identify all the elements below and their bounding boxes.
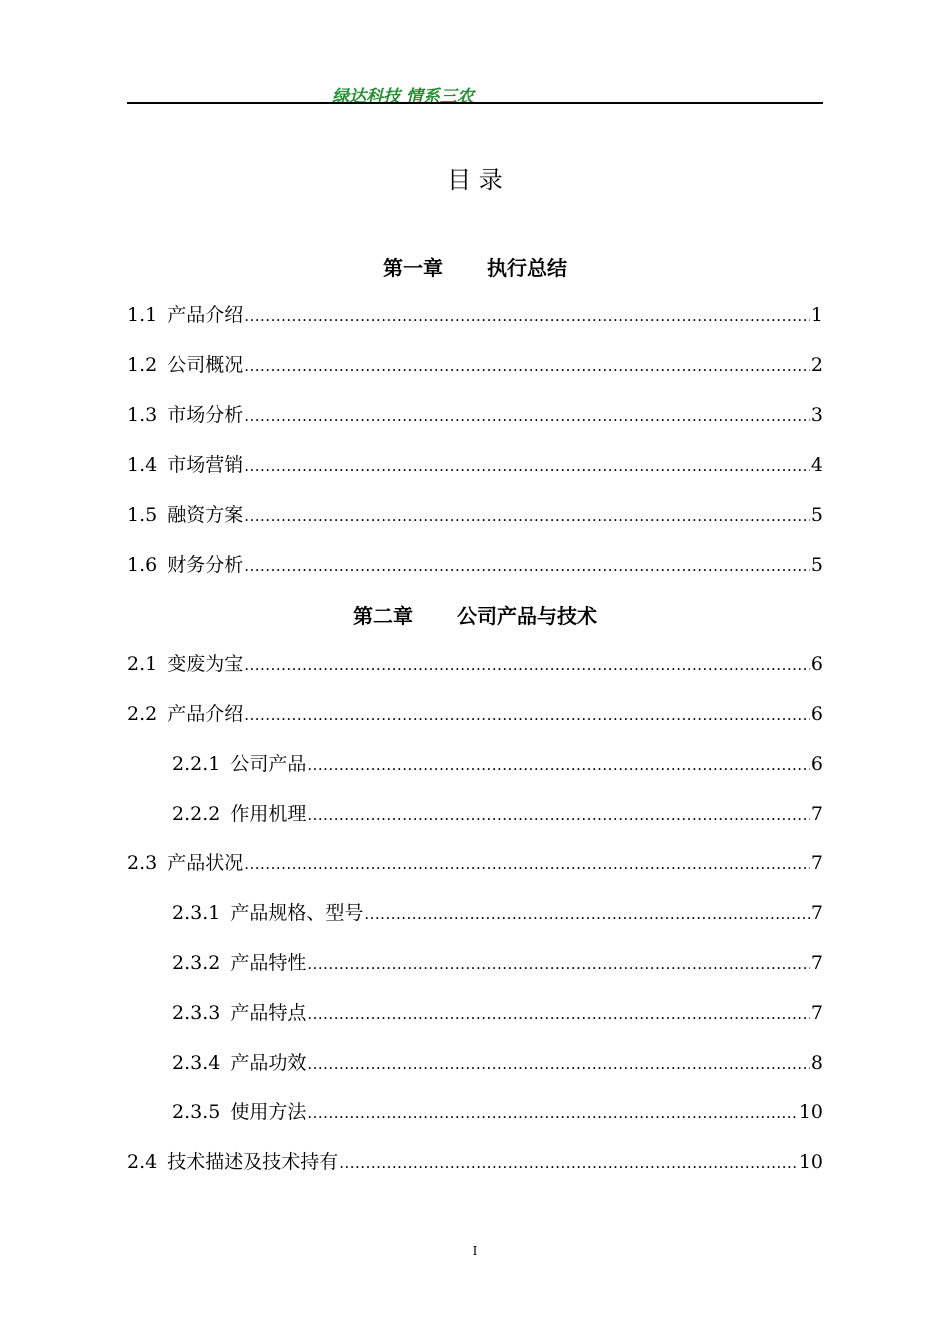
dot-leader bbox=[307, 1051, 810, 1077]
entry-text: 产品特性 bbox=[230, 952, 307, 974]
dot-leader bbox=[244, 303, 810, 329]
toc-subentry[interactable] bbox=[172, 751, 823, 777]
toc-entry[interactable] bbox=[127, 352, 823, 378]
toc-subentry[interactable] bbox=[172, 801, 823, 827]
entry-text: 财务分析 bbox=[167, 554, 244, 576]
chapter-title: 公司产品与技术 bbox=[457, 604, 597, 628]
entry-page: 2 bbox=[810, 354, 823, 376]
entry-page: 8 bbox=[810, 1052, 823, 1074]
entry-page: 7 bbox=[810, 952, 823, 974]
entry-number: 2.3.2 bbox=[172, 952, 221, 974]
dot-leader bbox=[244, 553, 810, 579]
dot-leader bbox=[244, 403, 810, 429]
dot-leader bbox=[244, 702, 810, 728]
toc-subentry[interactable] bbox=[172, 1000, 823, 1026]
entry-text: 作用机理 bbox=[230, 803, 307, 825]
dot-leader bbox=[307, 951, 810, 977]
header-slogan: 绿达科技 情系三农 bbox=[332, 87, 474, 107]
toc-subentry[interactable] bbox=[172, 900, 823, 926]
entry-page: 7 bbox=[810, 902, 823, 924]
entry-text: 公司产品 bbox=[230, 753, 307, 775]
toc-entry[interactable] bbox=[127, 850, 823, 876]
toc-entry[interactable] bbox=[127, 701, 823, 727]
entry-page: 5 bbox=[810, 504, 823, 526]
dot-leader bbox=[307, 1100, 797, 1126]
entry-text: 使用方法 bbox=[230, 1101, 307, 1123]
entry-number: 2.4 bbox=[127, 1151, 158, 1173]
entry-text: 产品规格、型号 bbox=[230, 902, 364, 924]
toc-entry[interactable] bbox=[127, 1149, 823, 1175]
entry-number: 1.5 bbox=[127, 504, 158, 526]
dot-leader bbox=[244, 503, 810, 529]
entry-page: 4 bbox=[810, 454, 823, 476]
toc-subentry[interactable] bbox=[172, 1099, 823, 1125]
entry-page: 6 bbox=[810, 753, 823, 775]
dot-leader bbox=[244, 652, 810, 678]
entry-text: 技术描述及技术持有 bbox=[167, 1151, 339, 1173]
entry-text: 产品介绍 bbox=[167, 703, 244, 725]
entry-number: 2.2.2 bbox=[172, 803, 221, 825]
entry-text: 市场分析 bbox=[167, 404, 244, 426]
dot-leader bbox=[307, 1001, 810, 1027]
chapter-title: 执行总结 bbox=[487, 256, 567, 280]
toc-entry[interactable] bbox=[127, 651, 823, 677]
chapter-number: 第一章 bbox=[383, 256, 443, 280]
entry-text: 融资方案 bbox=[167, 504, 244, 526]
entry-page: 10 bbox=[798, 1101, 823, 1123]
page-number: I bbox=[472, 1244, 478, 1258]
entry-page: 6 bbox=[810, 653, 823, 675]
entry-number: 1.6 bbox=[127, 554, 158, 576]
entry-number: 2.3.4 bbox=[172, 1052, 221, 1074]
dot-leader bbox=[307, 752, 810, 778]
dot-leader bbox=[244, 453, 810, 479]
entry-page: 3 bbox=[810, 404, 823, 426]
entry-page: 7 bbox=[810, 803, 823, 825]
chapter-number: 第二章 bbox=[353, 604, 413, 628]
dot-leader bbox=[244, 851, 810, 877]
toc-entry[interactable] bbox=[127, 552, 823, 578]
entry-number: 1.1 bbox=[127, 304, 158, 326]
entry-number: 2.2 bbox=[127, 703, 158, 725]
entry-text: 公司概况 bbox=[167, 354, 244, 376]
toc-entry[interactable] bbox=[127, 302, 823, 328]
entry-page: 7 bbox=[810, 1002, 823, 1024]
chapter-heading-2 bbox=[0, 600, 950, 629]
entry-text: 产品介绍 bbox=[167, 304, 244, 326]
entry-number: 2.3.3 bbox=[172, 1002, 221, 1024]
entry-page: 10 bbox=[798, 1151, 823, 1173]
entry-page: 7 bbox=[810, 852, 823, 874]
toc-entry[interactable] bbox=[127, 402, 823, 428]
entry-page: 5 bbox=[810, 554, 823, 576]
entry-text: 变废为宝 bbox=[167, 653, 244, 675]
dot-leader bbox=[339, 1150, 798, 1176]
entry-number: 2.2.1 bbox=[172, 753, 221, 775]
entry-page: 1 bbox=[810, 304, 823, 326]
entry-number: 1.4 bbox=[127, 454, 158, 476]
entry-number: 2.3 bbox=[127, 852, 158, 874]
entry-number: 2.3.1 bbox=[172, 902, 221, 924]
toc-subentry[interactable] bbox=[172, 950, 823, 976]
toc-subentry[interactable] bbox=[172, 1050, 823, 1076]
entry-text: 市场营销 bbox=[167, 454, 244, 476]
toc-entry[interactable] bbox=[127, 452, 823, 478]
entry-page: 6 bbox=[810, 703, 823, 725]
toc-entry[interactable] bbox=[127, 502, 823, 528]
chapter-heading-1 bbox=[0, 252, 950, 281]
entry-number: 1.2 bbox=[127, 354, 158, 376]
entry-number: 1.3 bbox=[127, 404, 158, 426]
dot-leader bbox=[307, 802, 810, 828]
entry-text: 产品特点 bbox=[230, 1002, 307, 1024]
toc-title: 目 录 bbox=[447, 166, 503, 194]
entry-text: 产品状况 bbox=[167, 852, 244, 874]
dot-leader bbox=[364, 901, 810, 927]
entry-number: 2.1 bbox=[127, 653, 158, 675]
entry-text: 产品功效 bbox=[230, 1052, 307, 1074]
dot-leader bbox=[244, 353, 810, 379]
header-rule bbox=[127, 102, 823, 104]
entry-number: 2.3.5 bbox=[172, 1101, 221, 1123]
